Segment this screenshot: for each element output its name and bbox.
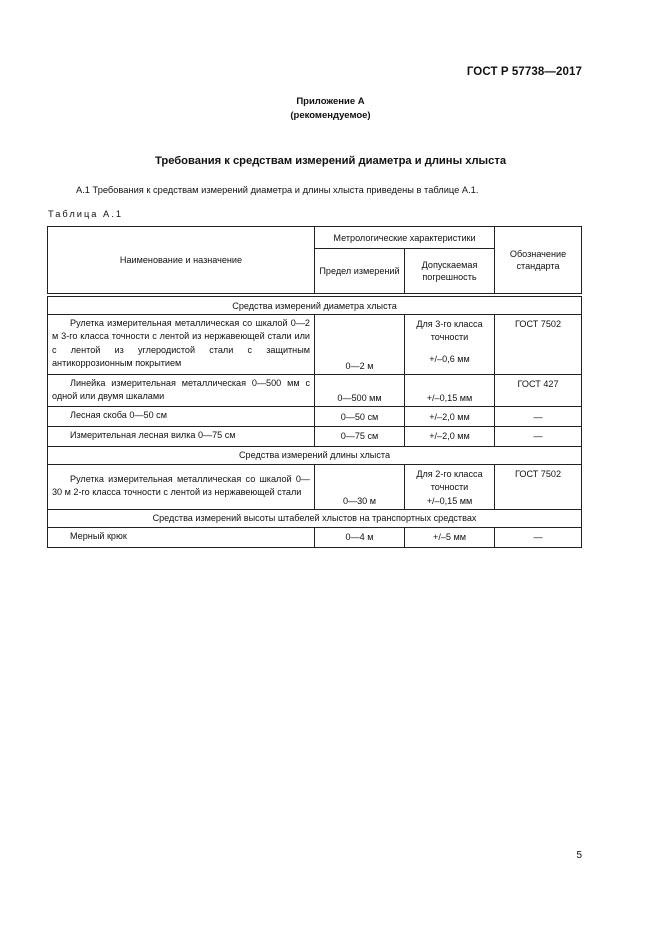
header-metrological: Метрологические характеристики (315, 227, 495, 249)
row-limit: 0—50 см (315, 407, 405, 426)
table-row (48, 407, 582, 426)
section-heading-stack-height: Средства измерений высоты штабелей хлыстов на транспортных средствах (48, 509, 582, 527)
intro-paragraph: А.1 Требования к средствам измерений диаметра и длины хлыста приведены в таблице А.1. (76, 185, 479, 195)
row-limit: 0—30 м (315, 464, 405, 509)
row-error: +/–0,15 мм (405, 374, 495, 407)
row-standard: — (495, 426, 582, 446)
row-standard: ГОСТ 7502 (495, 464, 582, 509)
table-caption: Таблица А.1 (48, 209, 123, 219)
header-name: Наименование и назначение (48, 227, 315, 294)
annex-status: (рекомендуемое) (290, 110, 371, 121)
row-name: Линейка измерительная металлическая 0—500 мм с одной или двумя шкалами (48, 374, 315, 407)
row-name: Мерный крюк (48, 527, 315, 547)
row-error: +/–2,0 мм (405, 407, 495, 426)
row-limit: 0—4 м (315, 527, 405, 547)
row-error: +/–5 мм (405, 527, 495, 547)
header-error: Допускаемая погрешность (405, 249, 495, 294)
page-number: 5 (576, 850, 582, 861)
annex-title: Приложение А (296, 96, 365, 107)
row-name: Измерительная лесная вилка 0—75 см (48, 426, 315, 446)
row-limit: 0—500 мм (315, 374, 405, 407)
table-row (48, 464, 582, 509)
row-name: Рулетка измерительная металлическая со шкалой 0—30 м 2-го класса точности с лентой из нержавеющей стали (48, 464, 315, 509)
row-limit: 0—2 м (315, 315, 405, 375)
row-standard: ГОСТ 427 (495, 374, 582, 407)
requirements-table (47, 226, 582, 548)
document-number: ГОСТ Р 57738—2017 (466, 66, 582, 78)
section-heading-diameter: Средства измерений диаметра хлыста (48, 297, 582, 315)
row-name: Лесная скоба 0—50 см (48, 407, 315, 426)
row-name: Рулетка измерительная металлическая со шкалой 0—2 м 3-го класса точности с лентой из нержавеющей стали или с лентой из углеродистой стали с защитным антикоррозионным покрытием (48, 315, 315, 375)
row-standard: — (495, 407, 582, 426)
annex-heading (0, 95, 661, 123)
table-row (48, 315, 582, 375)
section-heading-length: Средства измерений длины хлыста (48, 446, 582, 464)
row-error: Для 3-го класса точности +/–0,6 мм (405, 315, 495, 375)
header-standard: Обозначение стандарта (495, 227, 582, 294)
row-error: Для 2-го класса точности +/–0,15 мм (405, 464, 495, 509)
row-limit: 0—75 см (315, 426, 405, 446)
row-error: +/–2,0 мм (405, 426, 495, 446)
table-row (48, 374, 582, 407)
table-row (48, 426, 582, 446)
row-standard: ГОСТ 7502 (495, 315, 582, 375)
header-limit: Предел измерений (315, 249, 405, 294)
table-row (48, 527, 582, 547)
row-standard: — (495, 527, 582, 547)
section-title: Требования к средствам измерений диаметра и длины хлыста (154, 155, 507, 167)
